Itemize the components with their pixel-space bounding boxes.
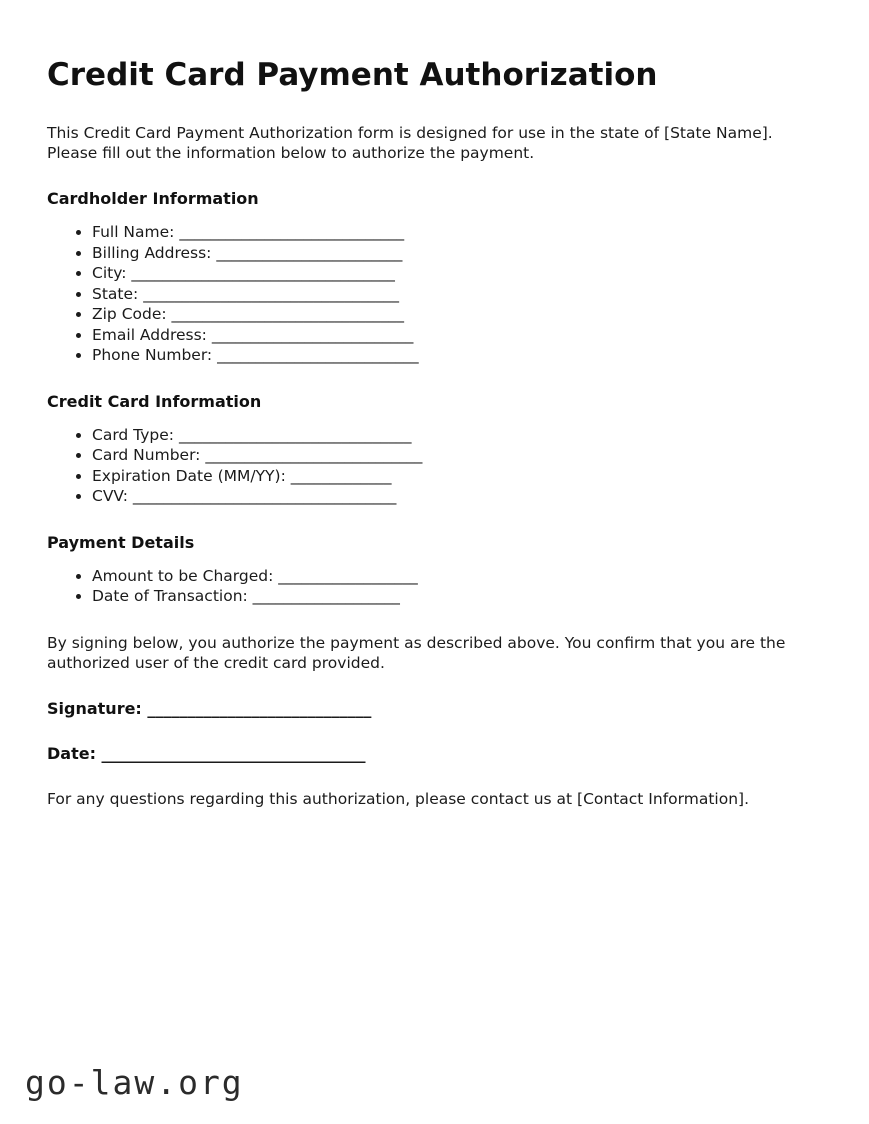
blank-line: _____________________________ [179, 223, 405, 241]
signature-row [47, 699, 815, 718]
field-label: Billing Address: [92, 243, 217, 262]
payment-details-field-list [47, 566, 815, 607]
section-heading-cardholder-information: Cardholder Information [47, 189, 259, 208]
field-email-address [92, 325, 815, 346]
field-card-type [92, 425, 815, 446]
blank-line: __________________________ [217, 346, 419, 364]
date-row [47, 744, 815, 763]
credit-card-information-field-list [47, 425, 815, 507]
field-full-name [92, 222, 815, 243]
blank-line: __________________________________ [131, 264, 395, 282]
intro-paragraph: This Credit Card Payment Authorization form is designed for use in the state of [State Name]. Please fill out the information below to authorize the payment. [47, 124, 773, 162]
field-label: Amount to be Charged: [92, 566, 279, 585]
blank-line: __________________ [278, 566, 418, 585]
field-label: Full Name: [92, 223, 180, 241]
field-state [92, 284, 815, 305]
field-label: Phone Number: [92, 346, 218, 364]
field-billing-address [92, 243, 815, 264]
field-label: CVV: [92, 487, 133, 505]
date-label: Date: [47, 743, 102, 763]
section-heading-credit-card-information: Credit Card Information [47, 391, 262, 411]
page-title: Credit Card Payment Authorization [47, 57, 658, 93]
field-cvv [92, 486, 815, 507]
blank-line: ___________________ [252, 587, 400, 605]
blank-line: ______________________________ [171, 305, 405, 323]
blank-line: _________________________________ [143, 284, 399, 303]
signature-blank-line: ____________________________ [147, 698, 372, 718]
field-amount-to-be-charged [92, 566, 815, 587]
field-label: Card Number: [92, 446, 206, 464]
field-phone-number [92, 345, 815, 366]
signature-label: Signature: [47, 698, 148, 718]
blank-line: __________________________________ [132, 487, 397, 505]
cardholder-information-field-list [47, 222, 815, 366]
field-date-of-transaction [92, 586, 815, 607]
field-expiration-date [92, 466, 815, 487]
field-label: Zip Code: [92, 305, 172, 323]
blank-line: _____________ [290, 466, 392, 485]
field-label: Email Address: [92, 325, 212, 344]
blank-line: ____________________________ [205, 446, 423, 464]
section-heading-payment-details: Payment Details [47, 532, 195, 552]
blank-line: __________________________ [211, 325, 414, 344]
blank-line: ______________________________ [178, 425, 412, 444]
blank-line: ________________________ [216, 243, 403, 262]
field-label: Card Type: [92, 425, 179, 444]
field-label: Date of Transaction: [92, 587, 253, 605]
field-card-number [92, 445, 815, 466]
date-blank-line: _________________________________ [101, 743, 366, 763]
field-label: Expiration Date (MM/YY): [92, 466, 291, 485]
footer-brand-go-law-org: go-law.org [25, 1063, 244, 1102]
field-city [92, 263, 815, 284]
field-zip-code [92, 304, 815, 325]
authorization-statement: By signing below, you authorize the payment as described above. You confirm that you are the authorized user of the credit card provided. [47, 633, 786, 672]
field-label: City: [92, 264, 132, 282]
field-label: State: [92, 284, 144, 303]
contact-note: For any questions regarding this authorization, please contact us at [Contact Information]. [47, 789, 750, 808]
